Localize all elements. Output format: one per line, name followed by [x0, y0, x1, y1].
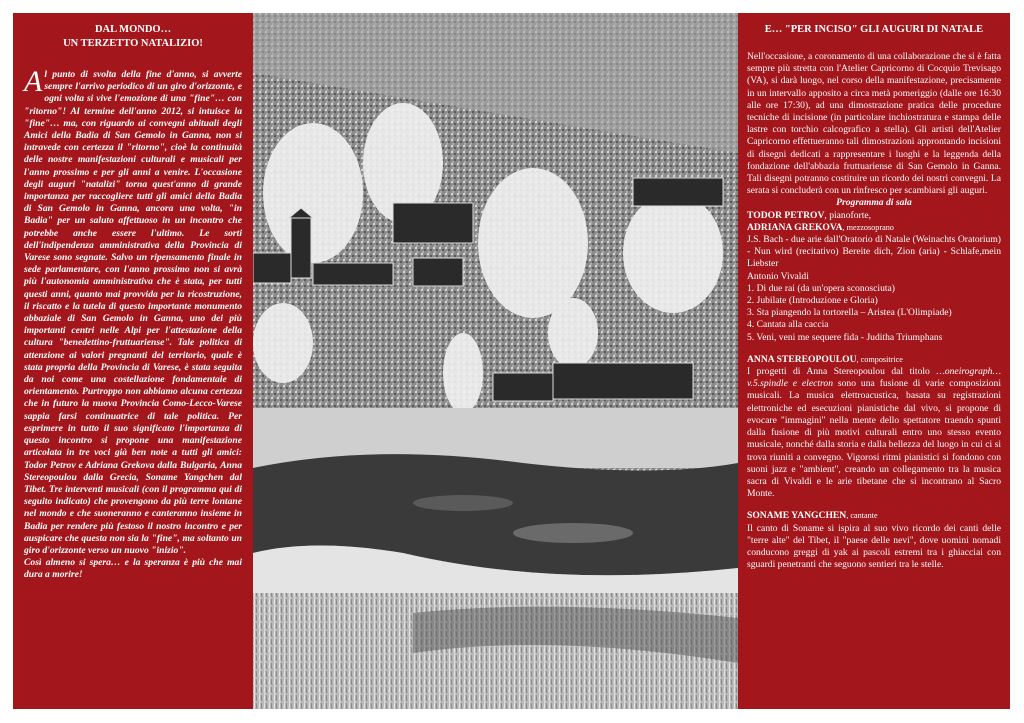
- left-closing-text: Così almeno si spera… e la speranza è più che mai dura a morire!: [24, 557, 242, 581]
- soname-text: Il canto di Soname si ispira al suo vivo ricordo dei canti delle "terre alte" del Tibet, il "paese delle nevi", dove uomini nomadi conducono greggi di yak ai pascoli estremi tra i ghiacciai con sguardi penetranti che seguono sentieri tra le stelle.: [747, 522, 1001, 571]
- right-panel: [738, 13, 1010, 709]
- piece-item: 5. Veni, veni me sequere fida - Juditha Triumphans: [747, 331, 943, 343]
- performer1: [747, 210, 1001, 222]
- left-title-line2: UN TERZETTO NATALIZIO!: [63, 38, 203, 49]
- anna-text-titles: …oneirograph…v.5.spindle e electron: [747, 366, 1001, 390]
- left-panel: [13, 13, 253, 709]
- right-body: [747, 51, 1001, 571]
- soname-heading: [747, 510, 1001, 522]
- village-photo: [253, 13, 738, 709]
- vivaldi-heading: Antonio Vivaldi: [747, 270, 809, 282]
- anna-text: [747, 366, 1001, 500]
- performer1-name: TODOR PETROV: [747, 209, 825, 221]
- anna-heading: [747, 354, 1001, 366]
- left-title-line1: DAL MONDO…: [94, 24, 172, 35]
- right-intro: Nell'occasione, a coronamento di una collaborazione che si è fatta sempre più stretta con l'Atelier Capricorno di Cocquio Trevisago (VA), si darà luogo, nel corso della manifestazione, precisamente in un intervallo apposito a circa metà pomeriggio (dalle ore 16:30 alle ore 17:30), ad una dimostrazione pratica delle procedure tecniche di incisione (in particolare inchiostratura e stampa delle lastre con torchio calcografico a stella). Gli artisti dell'Atelier Capricorno effettueranno tali dimostrazioni approntando incisioni di disegni dedicati a rappresentare i luoghi e la leggenda della fondazione dell'abbazia fruttuariense di San Gemolo in Ganna. Tali disegni potranno costituire un ricordo dei nostri convegni. La serata si concluderà con un rinfresco per scambiarsi gli auguri.: [747, 51, 1001, 197]
- left-body-text: l punto di svolta della fine d'anno, si avverte sempre l'arrivo periodico di un giro d'orizzonte, e ogni volta si vive l'emozione di una "fine"… con "ritorno"! Al termine dell'anno 2012, si intuisce la "fine"… ma, con riguardo ai convegni abituali degli Amici della Badia di San Gemolo in Ganna, non si intravede con certezza il "ritorno", cioè la continuità delle nostre manifestazioni culturali e musicali per l'anno prossimo e per gli anni a venire. L'occasione degli auguri "natalizi" torna quest'anno di grande importanza per raccogliere tutti gli amici della Badia di San Gemolo in Ganna, ancora una volta, "in Badia" per un saluto affettuoso in un incontro che potrebbe anche essere l'ultimo. Le sorti dell'indipendenza amministrativa della Provincia di Varese sono segnate. Salvo un ripensamento finale in sede parlamentare, con l'anno prossimo non si avrà più l'autonomia amministrativa che è stata, per tutti questi anni, quanto mai provvida per la ricostruzione, il riscatto e la tutela di questo importante monumento abbaziale di San Gemolo in Ganna, uno dei più importanti centri nelle Alpi per l'attestazione della cultura "benedettino-fruttuariense". Tale politica di attenzione ai valori pregnanti del territorio, quale è stata propria della Provincia di Varese, è stata seguita da noi come una costellazione fondamentale di orientamento. Purtroppo non abbiamo alcuna certezza che in futuro la nuova Provincia Como-Lecco-Varese sappia farsi continuatrice di tale politica. Per esprimere in tutto il suo significato l'importanza di questo incontro si propone una manifestazione articolata in tre voci già ben note a tutti gli amici: Todor Petrov e Adriana Grekova dalla Bulgaria, Anna Stereopoulou dalla Grecia, Soname Yangchen dal Tibet. Tre interventi musicali (con il programma qui di seguito indicato) che provengono da più terre lontane nel mondo e che suoneranno e canteranno insieme in Badia per rendere più festoso il nostro incontro e per auspicare che questa non sia la "fine", ma soltanto un giro d'orizzonte verso un nuovo "inizio".: [24, 69, 242, 556]
- anna-role: , compositrice: [856, 354, 903, 364]
- soname-role: , cantante: [846, 511, 878, 521]
- bach-arias: J.S. Bach - due arie dall'Oratorio di Natale (Weinachts Oratorium) - Nun wird (recitativo) Bereite dich, Zion (aria) - Schlafe,mein Liebster: [747, 234, 1001, 270]
- piece-item: 1. Di due rai (da un'opera sconosciuta): [747, 282, 895, 294]
- performer2: [747, 222, 1001, 234]
- piece-item: 3. Sta piangendo la tortorella – Aristea (L'Olimpiade): [747, 307, 952, 319]
- performer2-role: , mezzosoprano: [842, 222, 894, 232]
- piece-item: 2. Jubilate (Introduzione e Gloria): [747, 295, 878, 307]
- piece-item: 4. Cantata alla caccia: [747, 319, 829, 331]
- left-body: [24, 65, 242, 582]
- soname-name: SONAME YANGCHEN: [747, 510, 847, 522]
- anna-text-c: sono una fusione di varie composizioni musicali. La musica elettroacustica, basata su registrazioni elettroniche ed esecuzioni pianistiche dal vivo, si propone di evocare "immagini" nella mente dello spettatore traendo spunti dalla fusione di più motivi culturali entro uno stesso evento musicale, nonché dalla storia e dalla bellezza del luogo in cui ci si trova riuniti a convegno. Vigorosi ritmi pianistici si fondono con suoni jazz e "ambient", creando un collegamento tra la musica sacra di Vivaldi e le arie tibetane che si incontrano al Sacro Monte.: [747, 378, 1001, 500]
- programma-title: Programma di sala: [836, 197, 912, 209]
- anna-text-a: I progetti di Anna Stereopoulou dal titolo: [747, 366, 937, 378]
- right-title: E… "PER INCISO" GLI AUGURI DI NATALE: [764, 24, 984, 35]
- drop-cap: A: [24, 65, 43, 98]
- anna-name: ANNA STEREOPOULOU: [747, 353, 857, 365]
- performer2-name: ADRIANA GREKOVA: [747, 221, 843, 233]
- performer1-role: , pianoforte,: [824, 209, 872, 221]
